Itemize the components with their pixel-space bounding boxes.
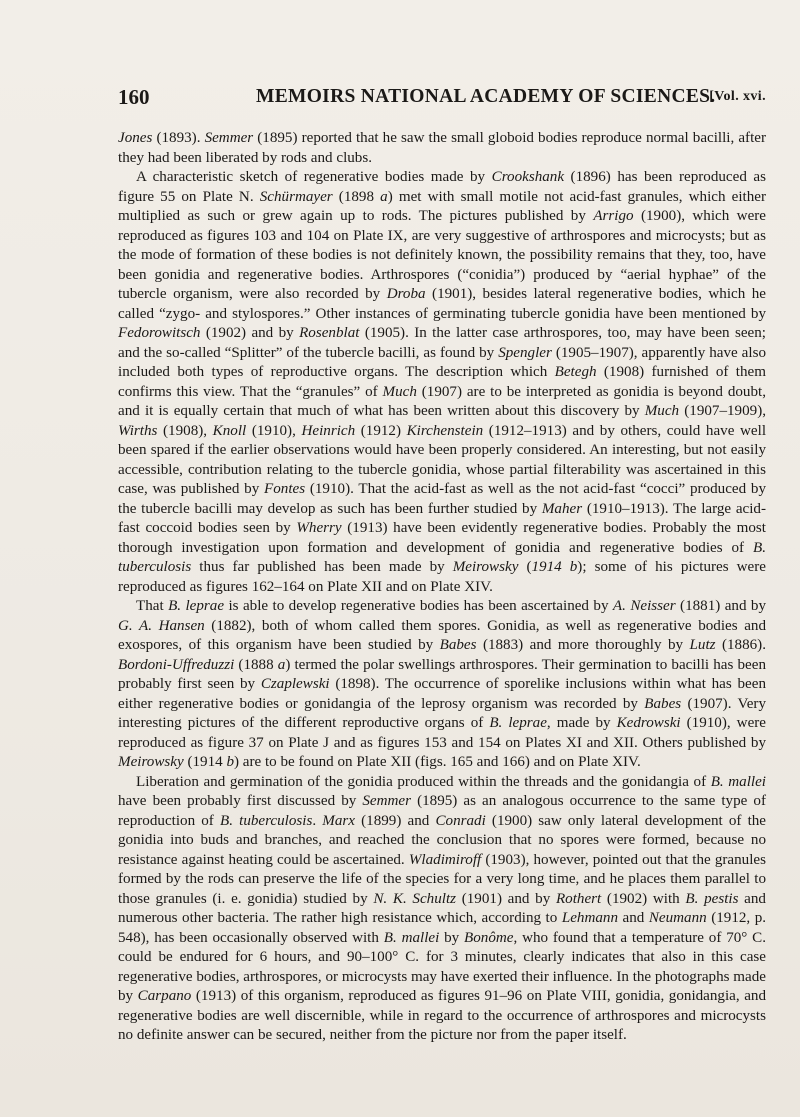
text-run: . [312, 812, 323, 829]
text-run: (1907) are to be interpreted as gonidia is beyond doubt, and it is equally certain that much of what has been written about this discovery by [118, 383, 766, 419]
italic-run: N. K. Schultz [373, 890, 457, 907]
text-run: (1895) as an analogous occurrence to the same type of reproduction of [118, 793, 766, 829]
text-run: (1898). The occurrence of sporelike inclusions within what has been either regenerative bodies or gonidangia of the leprosy organism was recorded by [118, 676, 766, 712]
italic-run: Wladimiroff [408, 851, 482, 868]
text-run: (1910), were reproduced as figure 37 on Plate J and as figures 153 and 154 on Plates XI and XII. Others published by [118, 715, 767, 751]
text-run: (1903), however, pointed out that the granules formed by the rods can preserve the life of the species for a very long time, and he places them parallel to those granules (i. e. gonidia) studied by [118, 851, 766, 907]
italic-run: Wherry [296, 520, 342, 536]
italic-run: Lehmann [561, 910, 618, 926]
italic-run: Babes [644, 695, 682, 712]
italic-run: B. leprae [489, 715, 547, 731]
text-run: ); some of his pictures were reproduced as figures 162–164 on Plate XII and on Plate XIV. [118, 559, 766, 595]
text-run: (1888 [234, 656, 278, 673]
text-run: (1900), which were reproduced as figures 103 and 104 on Plate IX, are very suggestive of arthrospores and microcysts; but as the mode of formation of these bodies is not definitely known, the possibility remains that they, too, have been gonidia and regenerative bodies. Arthrospores (“conidia”) produced by “aerial hyphae” of the tubercle organism, were also recorded by [118, 208, 767, 302]
italic-run: A. Neisser [612, 598, 676, 614]
text-run: (1882), both of whom called them spores. Gonidia, as well as regenerative bodies and exospores, of this organism have been studied by [118, 617, 766, 653]
text-run: Liberation and germination of the gonidia produced within the threads and the gonidangia of [136, 773, 711, 790]
text-run: (1901), besides lateral regenerative bodies, which he called “zygo- and stylospores.” Other instances of germinating tubercle gonidia have been mentioned by [118, 286, 766, 322]
italic-run: Schürmayer [259, 188, 333, 205]
text-run: (1910), [246, 422, 302, 439]
italic-run: Lutz [689, 637, 716, 653]
text-run: (1896) has been reproduced as figure 55 on Plate N. [118, 169, 766, 205]
text-run: A characteristic sketch of regenerative bodies made by [136, 169, 492, 185]
italic-run: a [380, 188, 388, 205]
text-run: have been probably first discussed by [118, 793, 363, 809]
italic-run: Czaplewski [260, 676, 330, 692]
italic-run: Meirowsky [118, 754, 184, 770]
text-run: (1886). [715, 637, 766, 653]
text-run: ) termed the polar swellings arthrospores. Their germination to bacilli has been probably first seen by [118, 656, 766, 692]
text-run: (1913) of this organism, reproduced as figures 91–96 on Plate VIII, gonidia, gonidangia, and regenerative bodies are well discernible, while in regard to the occurrence of arthrospores and microcysts no definite answer can be secured, neither from the picture nor from the paper itself. [118, 988, 766, 1043]
body-text [118, 129, 766, 1046]
italic-run: Conradi [435, 812, 486, 829]
italic-run: Arrigo [593, 208, 634, 224]
text-run: thus far published has been made by [191, 559, 453, 575]
italic-run: B. mallei [710, 773, 766, 790]
italic-run: 1914 b [531, 559, 578, 575]
paragraph [118, 773, 766, 1046]
text-run: , made by [546, 715, 617, 731]
text-run: (1902) and by [200, 325, 300, 341]
paragraph [118, 129, 766, 168]
text-run: (1893). [152, 130, 205, 146]
italic-run: Rothert [555, 890, 602, 907]
text-run: (1912–1913) and by others, could have well been spared if the earlier observations would have been properly considered. An interesting, but not easily accessible, contribution relating to the tubercle gonidia, whose partial filterability was ascertained in this case, was published by [118, 422, 767, 497]
text-run: ( [518, 559, 532, 575]
italic-run: B. pestis [685, 890, 739, 907]
italic-run: B. tuberculosis [219, 812, 313, 829]
italic-run: Droba [386, 286, 426, 302]
italic-run: Meirowsky [452, 559, 519, 575]
italic-run: Heinrich [301, 422, 356, 439]
paragraph [118, 597, 766, 773]
text-run: (1912, p. 548), has been occasionally observed with [118, 910, 767, 946]
running-title: MEMOIRS NATIONAL ACADEMY OF SCIENCES. [256, 86, 716, 107]
italic-run: Much [382, 383, 417, 400]
italic-run: G. A. Hansen [118, 617, 205, 634]
text-run: (1905–1907), apparently have also included both types of reproductive organs. The description which [118, 344, 766, 380]
italic-run: Rosenblat [299, 325, 360, 341]
italic-run: Carpano [137, 988, 192, 1004]
italic-run: Semmer [204, 130, 254, 146]
text-run: (1913) have been evidently regenerative bodies. Probably the most thorough investigation upon formation and development of gonidia and regenerative bodies of [118, 520, 766, 556]
text-run: and numerous other bacteria. The rather high resistance which, according to [118, 890, 766, 926]
italic-run: Marx [322, 812, 355, 829]
italic-run: Kedrowski [616, 715, 681, 731]
italic-run: Bonôme [464, 929, 514, 946]
text-run: (1902) with [601, 890, 686, 907]
text-run: (1912) [355, 422, 407, 439]
text-run: ) are to be found on Plate XII (figs. 165 and 166) and on Plate XIV. [233, 754, 641, 770]
italic-run: Knoll [212, 422, 247, 439]
text-run: (1895) reported that he saw the small globoid bodies reproduce normal bacilli, after they had been liberated by rods and clubs. [118, 130, 767, 166]
text-run: (1899) and [354, 812, 436, 829]
text-run: (1883) and more thoroughly by [476, 637, 690, 653]
italic-run: Wirths [118, 422, 158, 439]
italic-run: Babes [439, 637, 477, 653]
paragraph [118, 168, 766, 597]
italic-run: Fontes [264, 481, 306, 497]
italic-run: Much [644, 403, 680, 419]
text-run: , who found that a temperature of 70° C. could be endured for 6 hours, and 90–100° C. for 3 minutes, clearly indicates that also in this case regenerative bodies, arthrospores, or microcysts may have exerted their influence. In the photographs made by [118, 929, 766, 1004]
italic-run: Crookshank [491, 169, 565, 185]
text-run: (1910–1913). The large acid-fast coccoid bodies seen by [118, 500, 766, 536]
text-run: (1910). That the acid-fast as well as the not acid-fast “cocci” produced by the tubercle bacilli may develop as such has been further studied by [118, 481, 766, 517]
italic-run: Maher [541, 500, 583, 517]
italic-run: B. mallei [383, 929, 440, 946]
italic-run: Jones [118, 130, 153, 146]
text-run: is able to develop regenerative bodies has been ascertained by [224, 598, 613, 614]
text-run: (1914 [183, 754, 227, 770]
page-number: 160 [118, 85, 150, 109]
text-run: (1907–1909), [679, 403, 766, 419]
italic-run: Kirchenstein [406, 422, 484, 439]
text-run: (1900) saw only lateral development of the gonidia into buds and branches, and reached the conclusion that no spores were formed, because no resistance against heating could be ascertained. [118, 812, 767, 868]
text-run: (1901) and by [456, 890, 556, 907]
page-header [118, 85, 766, 115]
italic-run: B. tuberculosis [118, 539, 766, 575]
text-run: and [618, 910, 649, 926]
italic-run: Neumann [648, 910, 707, 926]
text-run: (1908) furnished of them confirms this view. That the “granules” of [118, 364, 766, 400]
text-run: (1905). In the latter case arthrospores, too, may have been seen; and the so-called “Splitter” of the tubercle bacilli, as found by [118, 325, 766, 361]
volume-label: [Vol. xvi. [709, 89, 766, 104]
text-run: (1898 [332, 188, 381, 205]
text-run: (1908), [157, 422, 213, 439]
text-run: by [439, 929, 465, 946]
italic-run: B. leprae [168, 598, 225, 614]
italic-run: Semmer [362, 793, 411, 809]
italic-run: Fedorowitsch [118, 325, 201, 341]
text-run: (1881) and by [675, 598, 766, 614]
italic-run: Betegh [554, 364, 597, 380]
italic-run: a [277, 656, 286, 673]
italic-run: Bordoni-Uffreduzzi [118, 656, 235, 673]
text-run: ) met with small motile not acid-fast granules, which either multiplied as such or grew again up to rods. The pictures published by [118, 188, 767, 224]
text-run: That [136, 598, 169, 614]
text-run: (1907). Very interesting pictures of the different reproductive organs of [118, 695, 766, 731]
italic-run: Spengler [498, 344, 552, 361]
italic-run: b [226, 754, 234, 770]
